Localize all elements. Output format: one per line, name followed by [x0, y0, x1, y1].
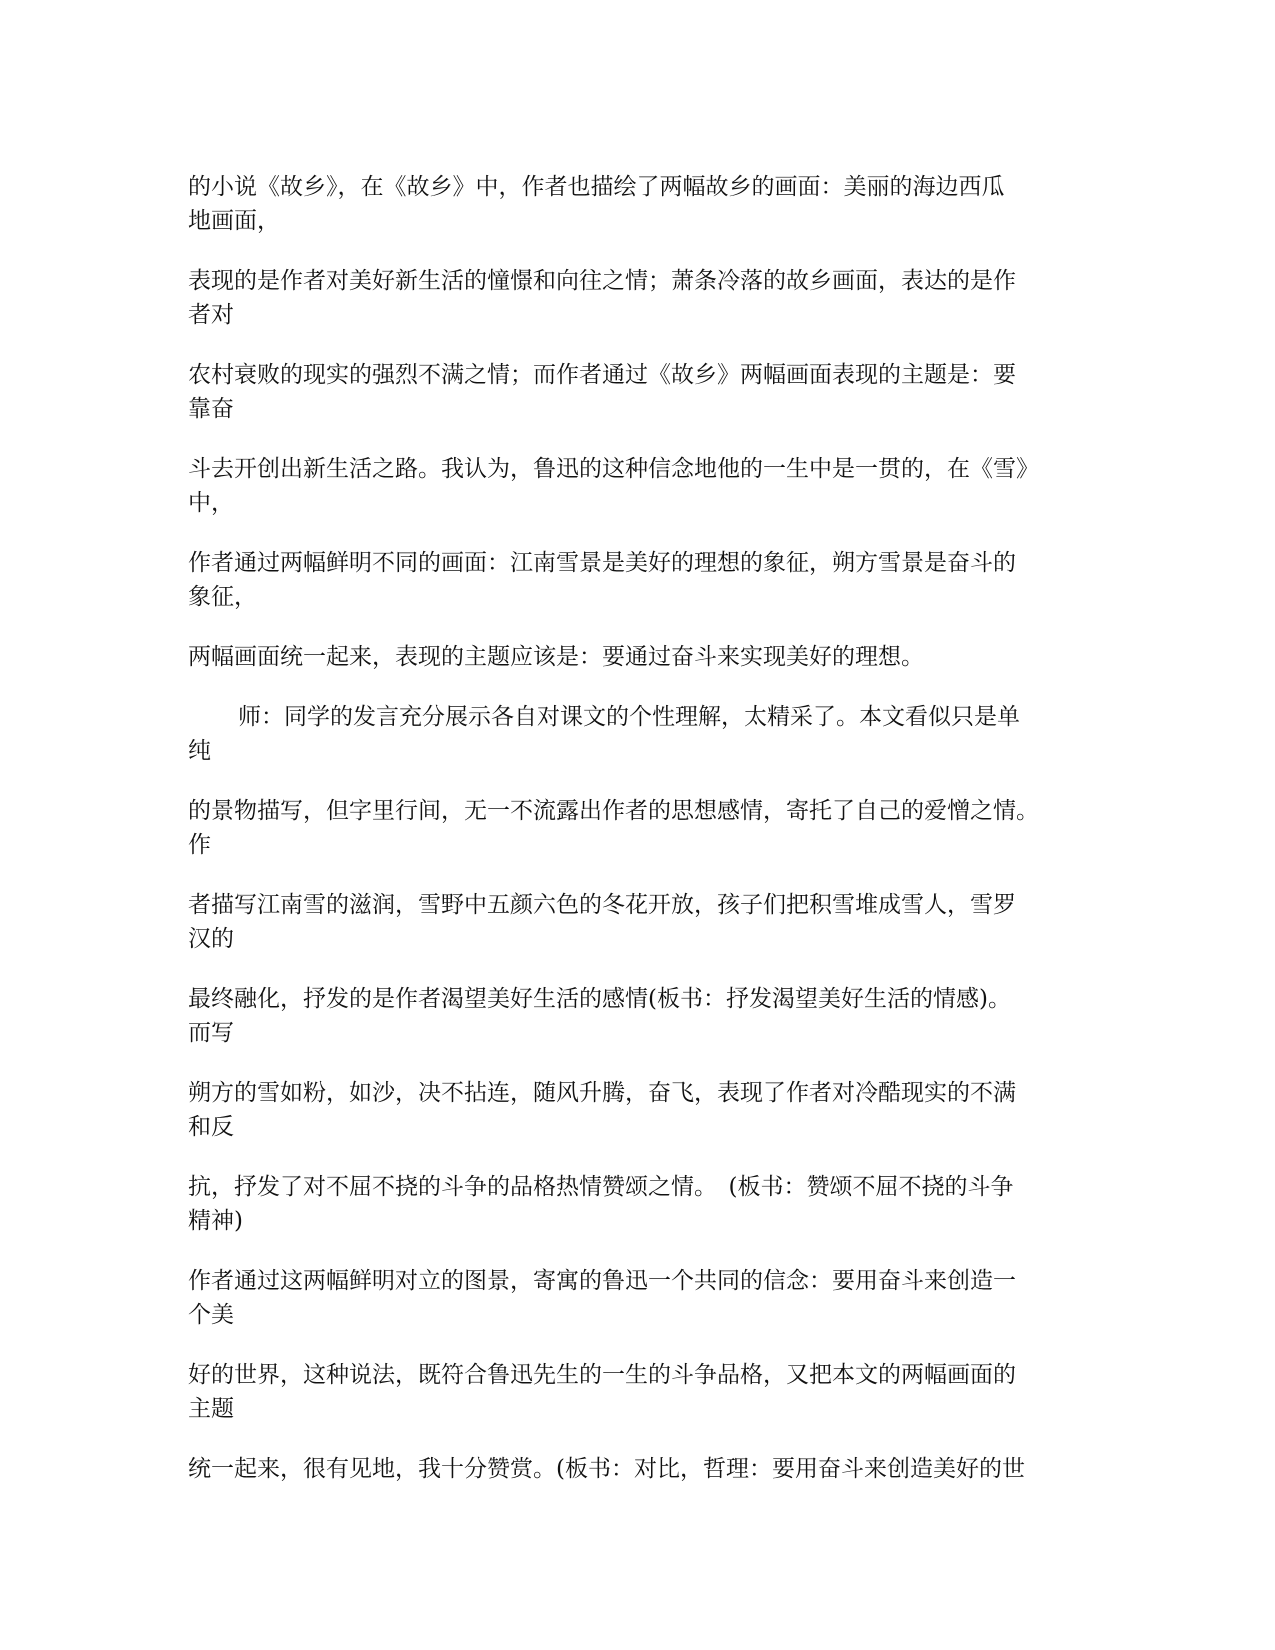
paragraph-line: 中，: [188, 490, 234, 516]
paragraph-line: 斗去开创出新生活之路。我认为，鲁迅的这种信念地他的一生中是一贯的，在《雪》: [188, 456, 1039, 482]
paragraph-line: 个美: [188, 1302, 234, 1328]
paragraph-line: 者对: [188, 302, 234, 328]
paragraph: [188, 546, 1088, 614]
paragraph-line: 和反: [188, 1114, 234, 1140]
paragraph-line: 靠奋: [188, 396, 234, 422]
paragraph: [188, 170, 1088, 238]
paragraph-line: 朔方的雪如粉，如沙，决不拈连，随风升腾，奋飞，表现了作者对冷酷现实的不满: [188, 1080, 1016, 1106]
document-body: [188, 170, 1088, 1512]
paragraph-line: 两幅画面统一起来，表现的主题应该是：要通过奋斗来实现美好的理想。: [188, 644, 924, 670]
paragraph-line: 精神): [188, 1208, 243, 1234]
paragraph: [188, 982, 1088, 1050]
paragraph-line: 作者通过这两幅鲜明对立的图景，寄寓的鲁迅一个共同的信念：要用奋斗来创造一: [188, 1268, 1016, 1294]
paragraph: [188, 700, 1088, 768]
paragraph-line: 作: [188, 832, 211, 858]
paragraph-line: 作者通过两幅鲜明不同的画面：江南雪景是美好的理想的象征，朔方雪景是奋斗的: [188, 550, 1016, 576]
paragraph: [188, 888, 1088, 956]
paragraph: [188, 1170, 1088, 1238]
paragraph-line: 的景物描写，但字里行间，无一不流露出作者的思想感情，寄托了自己的爱憎之情。: [188, 798, 1039, 824]
paragraph-line: 的小说《故乡》，在《故乡》中，作者也描绘了两幅故乡的画面：美丽的海边西瓜: [188, 174, 1005, 200]
paragraph-line: 师：同学的发言充分展示各自对课文的个性理解，太精采了。本文看似只是单: [238, 704, 1020, 730]
paragraph-line: 表现的是作者对美好新生活的憧憬和向往之情；萧条冷落的故乡画面，表达的是作: [188, 268, 1016, 294]
paragraph: [188, 264, 1088, 332]
paragraph-line: 最终融化，抒发的是作者渴望美好生活的感情(板书：抒发渴望美好生活的情感)。: [188, 986, 1011, 1012]
paragraph: [188, 794, 1088, 862]
paragraph: [188, 1358, 1088, 1426]
paragraph-line: 而写: [188, 1020, 234, 1046]
paragraph-line: 农村衰败的现实的强烈不满之情；而作者通过《故乡》两幅画面表现的主题是：要: [188, 362, 1016, 388]
paragraph-line: 统一起来，很有见地，我十分赞赏。(板书：对比，哲理：要用奋斗来创造美好的世: [188, 1456, 1025, 1482]
paragraph: [188, 640, 1088, 674]
paragraph-line: 地画面，: [188, 208, 280, 234]
paragraph-line: 好的世界，这种说法，既符合鲁迅先生的一生的斗争品格，又把本文的两幅画面的: [188, 1362, 1016, 1388]
paragraph: [188, 1264, 1088, 1332]
paragraph-line: 汉的: [188, 926, 234, 952]
paragraph: [188, 1452, 1088, 1486]
paragraph-line: 抗，抒发了对不屈不挠的斗争的品格热情赞颂之情。 (板书：赞颂不屈不挠的斗争: [188, 1174, 1014, 1200]
paragraph: [188, 1076, 1088, 1144]
paragraph: [188, 452, 1088, 520]
paragraph-line: 纯: [188, 738, 211, 764]
paragraph-line: 主题: [188, 1396, 234, 1422]
paragraph: [188, 358, 1088, 426]
paragraph-line: 者描写江南雪的滋润，雪野中五颜六色的冬花开放，孩子们把积雪堆成雪人，雪罗: [188, 892, 1016, 918]
paragraph-line: 象征，: [188, 584, 257, 610]
